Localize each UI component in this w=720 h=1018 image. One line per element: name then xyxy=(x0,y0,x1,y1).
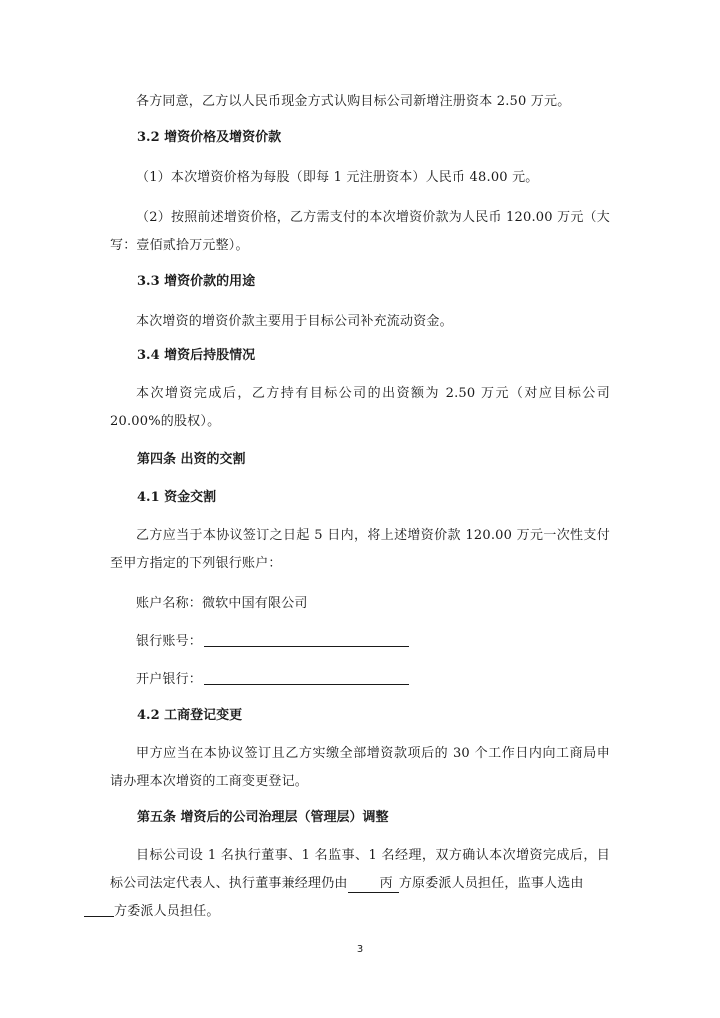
heading-article-4: 第四条 出资的交割 xyxy=(137,452,246,467)
heading-4-2: 4.2 工商登记变更 xyxy=(137,708,243,723)
governance-text-a: 目标公司设 1 名执行董事、1 名监事、1 名经理，双方确认本次增资完成后，目标公司法定代表人、执行董事兼经理仍由 xyxy=(110,848,610,891)
paragraph-usage: 本次增资的增资价款主要用于目标公司补充流动资金。 xyxy=(136,314,453,329)
paragraph-governance xyxy=(110,842,610,926)
bank-account-label: 银行账号： xyxy=(136,634,203,649)
governance-blank-party xyxy=(84,902,114,917)
paragraph-fund-delivery: 乙方应当于本协议签订之日起 5 日内，将上述增资价款 120.00 万元一次性支付至甲方指定的下列银行账户： xyxy=(110,528,610,571)
bank-name-blank xyxy=(204,670,409,685)
governance-text-c: 方委派人员担任。 xyxy=(114,904,220,919)
heading-article-5: 第五条 增资后的公司治理层（管理层）调整 xyxy=(137,810,389,825)
heading-3-4: 3.4 增资后持股情况 xyxy=(137,348,256,363)
paragraph-subscription: 各方同意，乙方以人民币现金方式认购目标公司新增注册资本 2.50 万元。 xyxy=(136,94,571,109)
paragraph-shareholding: 本次增资完成后，乙方持有目标公司的出资额为 2.50 万元（对应目标公司 20.00%的股权）。 xyxy=(110,386,610,429)
bank-name-label: 开户银行： xyxy=(136,672,203,687)
bank-account-line xyxy=(110,628,610,656)
page-number: 3 xyxy=(356,944,364,955)
heading-3-3: 3.3 增资价款的用途 xyxy=(137,274,256,289)
bank-account-blank xyxy=(204,632,409,647)
heading-4-1: 4.1 资金交割 xyxy=(137,490,217,505)
governance-text-b: 方原委派人员担任，监事人选由 xyxy=(398,876,584,891)
account-name-line: 账户名称：微软中国有限公司 xyxy=(136,596,308,611)
governance-fill-party: 丙 xyxy=(348,876,399,893)
paragraph-amount: （2）按照前述增资价格，乙方需支付的本次增资价款为人民币 120.00 万元（大写：壹佰贰拾万元整）。 xyxy=(110,210,610,253)
bank-name-line xyxy=(110,666,610,694)
heading-3-2: 3.2 增资价格及增资价款 xyxy=(137,130,282,145)
paragraph-price: （1）本次增资价格为每股（即每 1 元注册资本）人民币 48.00 元。 xyxy=(136,170,539,185)
paragraph-registration: 甲方应当在本协议签订且乙方实缴全部增资款项后的 30 个工作日内向工商局申请办理本次增资的工商变更登记。 xyxy=(110,746,610,789)
